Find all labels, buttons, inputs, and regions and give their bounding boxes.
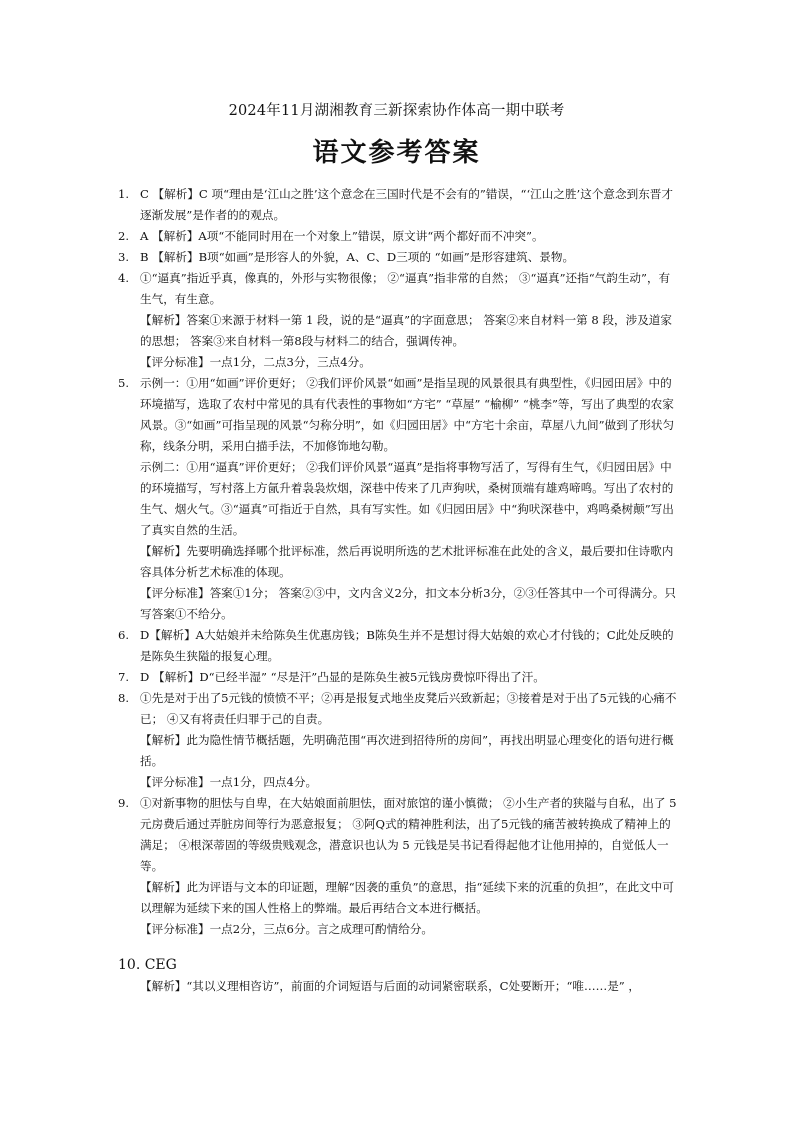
- exam-header: 2024年11月湖湘教育三新探索协作体高一期中联考: [228, 103, 565, 119]
- answer-text: CEG: [144, 957, 177, 973]
- answer-notes: [118, 457, 678, 625]
- answer-note: 【解析】先要明确选择哪个批评标准，然后再说明所选的艺术批评标准在此处的含义，最后要扣住诗歌内容具体分析艺术标准的体现。: [140, 544, 674, 579]
- page-title: 语文参考答案: [312, 138, 481, 168]
- answer-text-block: [140, 184, 678, 226]
- answer-text: ①“逼真”指近乎真，像真的，外形与实物很像； ②“逼真”指非常的自然； ③“逼真”还指“气韵生动”，有生气，有生意。: [140, 271, 671, 306]
- answer-item: [118, 373, 678, 457]
- answer-note: 【解析】此为隐性情节概括题，先明确范围“再次进到招待所的房间”，再找出明显心理变化的语句进行概括。: [140, 733, 674, 768]
- answer-item: [118, 226, 678, 247]
- answer-number: 6.: [118, 628, 130, 642]
- answer-item: [118, 625, 678, 667]
- answers-body: [118, 184, 678, 997]
- answer-text-block: [140, 247, 678, 268]
- answer-text-block: [140, 667, 678, 688]
- answer-text: ①对新事物的胆怯与自卑，在大姑娘面前胆怯，面对旅馆的谨小慎微； ②小生产者的狭隘与自私，出了 5 元房费后通过弄脏房间等行为恶意报复； ③阿Q式的精神胜利法，出了5元钱的痛苦被转换成了精神上的满足； ④根深蒂固的等级贵贱观念，潜意识也认为 5 元钱是吴书记看得起他才让他用掉的，自觉低人一等。: [140, 796, 677, 873]
- answer-note: 【评分标准】一点1分，四点4分。: [140, 775, 318, 789]
- answer-notes: [118, 730, 678, 793]
- answer-item: [118, 667, 678, 688]
- answer-item: [118, 268, 678, 310]
- answer-note: 【评分标准】答案①1分； 答案②③中，文内含义2分，扣文本分析3分，②③任答其中一个可得满分。只写答案①不给分。: [140, 586, 676, 621]
- answer-text-block: [140, 625, 678, 667]
- answer-item: [118, 184, 678, 226]
- answer-text-block: [140, 688, 678, 730]
- answer-notes: [118, 877, 678, 940]
- answer-item: [118, 247, 678, 268]
- answer-item: [118, 793, 678, 877]
- answer-number: 2.: [118, 229, 130, 243]
- answer-text-block: [140, 793, 678, 877]
- answer-note: 【评分标准】一点1分，二点3分，三点4分。: [140, 355, 371, 369]
- answer-number: 7.: [118, 670, 130, 684]
- answer-notes: [118, 310, 678, 373]
- answer-text: D 【解析】D“已经半湿” “尽是汗”凸显的是陈奂生被5元钱房费惊吓得出了汗。: [140, 670, 545, 684]
- answer-note: 【解析】“其以义理相咨访”，前面的介词短语与后面的动词紧密联系，C处要断开；“唯……是” ，: [140, 979, 641, 993]
- answer-text: 示例一：①用“如画”评价更好； ②我们评价风景“如画”是指呈现的风景很具有典型性，《归园田居》中的环境描写，选取了农村中常见的具有代表性的事物如“方宅” “草屋” “榆柳” “桃李”等，写出了典型的农家风景。③“如画”可指呈现的风景“匀称分明”，如《归园田居》中“方宅十余亩，草屋八九间”做到了形状匀称，线条分明，采用白描手法，不加修饰地勾勒。: [140, 376, 675, 453]
- answer-text-block: [140, 268, 678, 310]
- answer-number: 8.: [118, 691, 130, 705]
- answer-text-block: [140, 226, 678, 247]
- answer-item: [118, 688, 678, 730]
- answer-text: ①先是对于出了5元钱的愤愤不平；②再是报复式地坐皮凳后兴致新起；③接着是对于出了5元钱的心痛不已； ④又有将责任归罪于己的自责。: [140, 691, 677, 726]
- answer-note: 【解析】此为评语与文本的印证题，理解“因袭的重负”的意思，指“延续下来的沉重的负担”，在此文中可以理解为延续下来的国人性格上的弊端。最后再结合文本进行概括。: [140, 880, 674, 915]
- answer-number: 9.: [118, 796, 130, 810]
- answer-note: 【解析】答案①来源于材料一第 1 段，说的是“逼真”的字面意思； 答案②来自材料一第 8 段，涉及道家的思想； 答案③来自材料一第8段与材料二的结合，强调传神。: [140, 313, 672, 348]
- answer-text: D【解析】A大姑娘并未给陈奂生优惠房钱；B陈奂生并不是想讨得大姑娘的欢心才付钱的；C此处反映的是陈奂生狭隘的报复心理。: [140, 628, 674, 663]
- answer-text: B 【解析】B项“如画”是形容人的外貌，A、C、D三项的 “如画”是形容建筑、景物。: [140, 250, 575, 264]
- answer-note: 【评分标准】一点2分，三点6分。言之成理可酌情给分。: [140, 922, 434, 936]
- answer-number: 3.: [118, 250, 130, 264]
- answer-number: 4.: [118, 271, 130, 285]
- answer-number: 5.: [118, 376, 130, 390]
- answer-text-block: [140, 373, 678, 457]
- answer-10-head: [118, 954, 678, 976]
- answer-text: A 【解析】A项“不能同时用在一个对象上”错误，原文讲“两个都好而不冲突”。: [140, 229, 544, 243]
- answer-number: 1.: [118, 187, 130, 201]
- answer-text: C 【解析】C 项“理由是‘江山之胜’这个意念在三国时代是不会有的”错误，“‘江山之胜’这个意念到东晋才逐渐发展”是作者的的观点。: [140, 187, 673, 222]
- answer-note: 示例二：①用“逼真”评价更好； ②我们评价风景“逼真”是指将事物写活了，写得有生气，《归园田居》中的环境描写，写村落上方氤升着袅袅炊烟，深巷中传来了几声狗吠，桑树顶端有雄鸡啼鸣。写出了农村的生气、烟火气。③“逼真”可指近于自然，具有写实性。如《归园田居》中“狗吠深巷中，鸡鸣桑树颠”写出了真实自然的生活。: [140, 460, 674, 537]
- answer-item-10: [118, 954, 678, 997]
- answer-number: 10.: [118, 957, 141, 973]
